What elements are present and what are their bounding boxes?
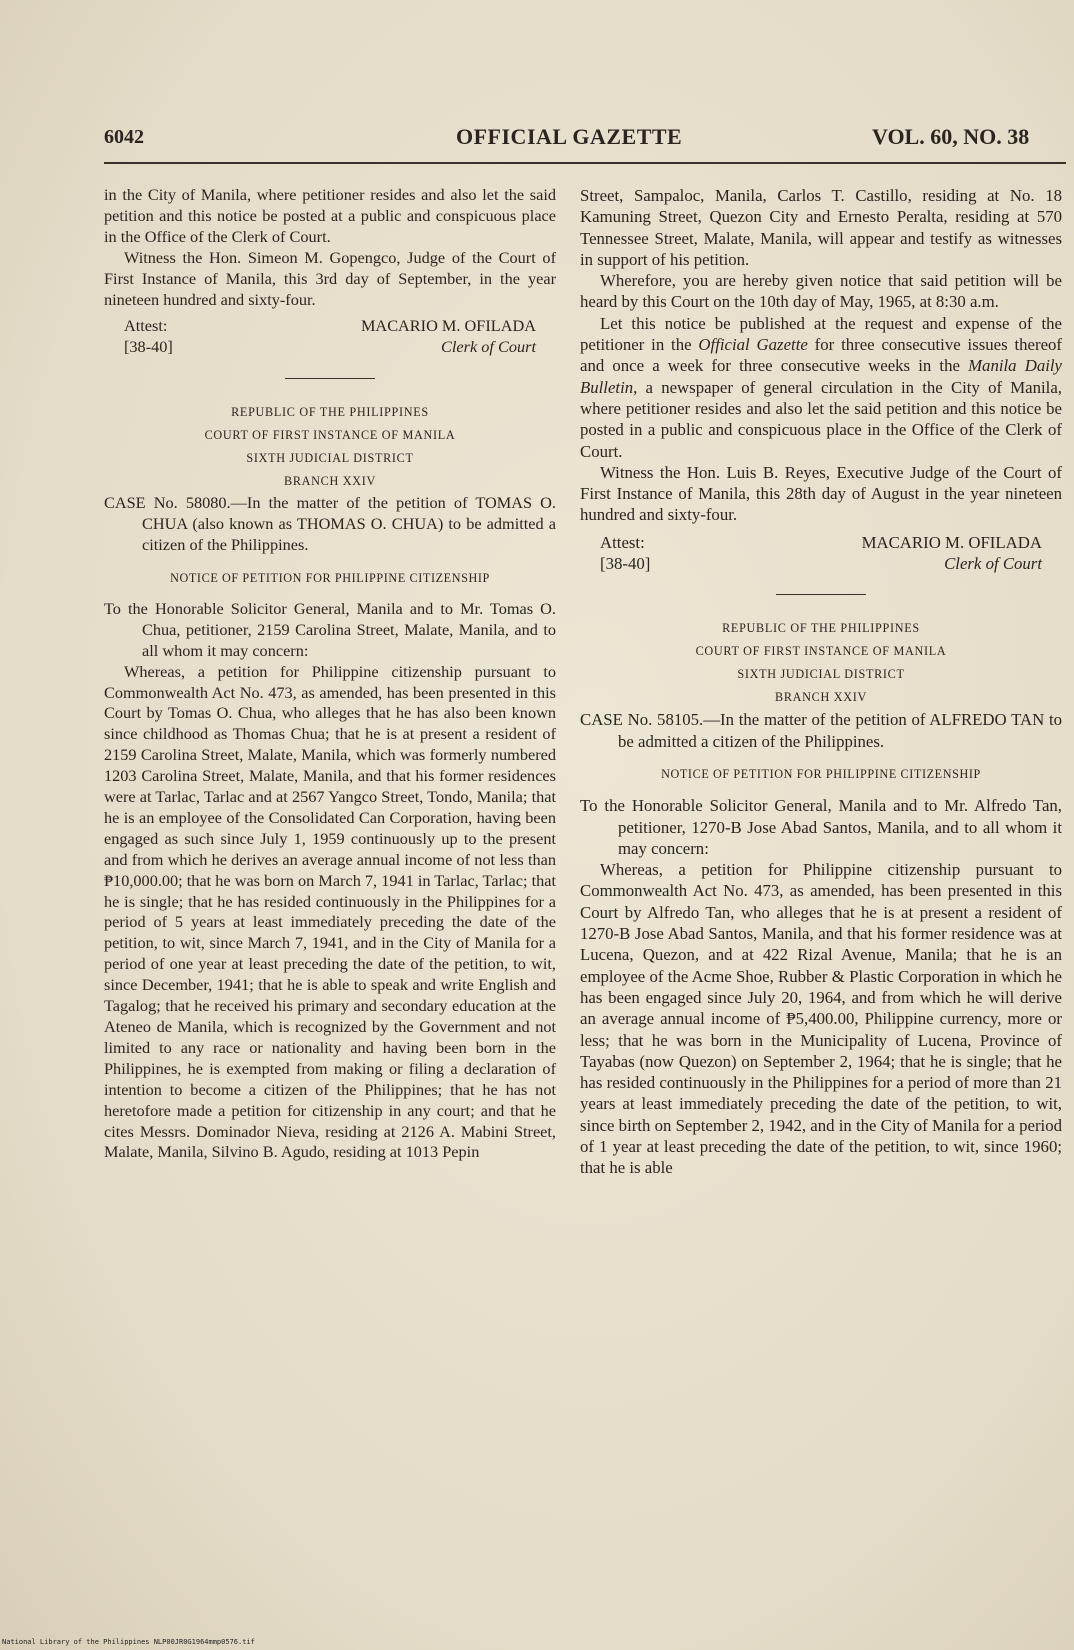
addressee-block: To the Honorable Solicitor General, Manila and to Mr. Alfredo Tan, petitioner, 1270-B Jose Abad Santos, Manila, and to all whom it may concern:	[580, 796, 1062, 858]
attest-block	[104, 316, 556, 358]
publication-paragraph: Let this notice be published at the request and expense of the petitioner in the Official Gazette for three consecutive issues thereof and once a week for three consecutive weeks in the Manila Daily Bulletin, a newspaper of general circulation in the City of Manila, where petitioner resides and also let the said petition and this notice be posted in a public and conspicuous place in the Office of the Clerk of Court.	[580, 313, 1062, 461]
page-header	[104, 120, 1066, 156]
notice-heading: NOTICE OF PETITION FOR PHILIPPINE CITIZENSHIP	[661, 766, 981, 781]
court-name: COURT OF FIRST INSTANCE OF MANILA	[695, 644, 947, 659]
court-name: COURT OF FIRST INSTANCE OF MANILA	[204, 428, 456, 443]
issue-reference: [38-40]	[600, 554, 651, 574]
court-republic: REPUBLIC OF THE PHILIPPINES	[231, 405, 429, 420]
court-district: SIXTH JUDICIAL DISTRICT	[737, 667, 905, 682]
bulletin-name: Manila Daily Bulletin	[580, 356, 1062, 397]
publication-title: OFFICIAL GAZETTE	[456, 124, 683, 149]
clerk-name: MACARIO M. OFILADA	[360, 316, 536, 336]
left-column	[104, 185, 556, 1163]
issue-reference: [38-40]	[124, 337, 173, 357]
case-title	[580, 709, 1062, 752]
carry-over-paragraph: Street, Sampaloc, Manila, Carlos T. Castillo, residing at No. 18 Kamuning Street, Quezon City and Ernesto Peralta, residing at 570 Tennessee Street, Malate, Manila, will appear and testify as witnesses in support of his petition.	[580, 186, 1062, 269]
court-republic: REPUBLIC OF THE PHILIPPINES	[722, 621, 920, 636]
court-heading	[580, 617, 1062, 709]
right-column	[580, 185, 1062, 1179]
attest-label: Attest:	[600, 532, 645, 552]
witness-paragraph: Witness the Hon. Luis B. Reyes, Executive Judge of the Court of First Instance of Manila, this 28th day of August in the year nineteen hundred and sixty-four.	[580, 462, 1062, 525]
attest-block	[580, 532, 1062, 575]
clerk-title: Clerk of Court	[441, 337, 536, 357]
case-title	[104, 493, 556, 556]
case-text: —In the matter of the petition of TOMAS O. CHUA (also known as THOMAS O. CHUA) to be admitted a citizen of the Philippines.	[142, 493, 556, 555]
case-label: CASE No. 58080.	[104, 493, 231, 513]
court-branch: BRANCH XXIV	[774, 690, 867, 705]
gazette-name: Official Gazette	[698, 335, 808, 355]
petition-body: Whereas, a petition for Philippine citizenship pursuant to Commonwealth Act No. 473, as amended, has been presented in this Court by Alfredo Tan, who alleges that he is at present a resident of 1270-B Jose Abad Santos, Manila, and that his former residence was at Lucena, Quezon, and at 422 Rizal Avenue, Manila; that he is an employee of the Acme Shoe, Rubber & Plastic Corporation in which he has been engaged since July 20, 1964, and from which he will derive an average annual income of ₱5,400.00, Philippine currency, more or less; that he was born in the Municipality of Lucena, Province of Tayabas (now Quezon) on September 2, 1964; that he is single; that he has resided continuously in the Philippines for a period of more than 21 years at least immediately preceding the date of the petition, to wit, since birth on September 2, 1942, and in the City of Manila for a period of 1 year at least preceding the date of the petition, to wit, since 1960; that he is able	[580, 860, 1062, 1178]
wherefore-paragraph: Wherefore, you are hereby given notice that said petition will be heard by this Court on the 10th day of May, 1965, at 8:30 a.m.	[580, 271, 1062, 312]
volume-number: VOL. 60, NO. 38	[872, 124, 1030, 149]
attest-label: Attest:	[124, 316, 168, 336]
addressee-block: To the Honorable Solicitor General, Manila and to Mr. Tomas O. Chua, petitioner, 2159 Carolina Street, Malate, Manila, and to all whom it may concern:	[104, 598, 556, 660]
court-branch: BRANCH XXIV	[283, 474, 376, 489]
witness-paragraph: Witness the Hon. Simeon M. Gopengco, Judge of the Court of First Instance of Manila, this 3rd day of September, in the year nineteen hundred and sixty-four.	[104, 247, 556, 309]
clerk-name: MACARIO M. OFILADA	[861, 532, 1042, 552]
header-rule	[104, 162, 1066, 164]
clerk-title: Clerk of Court	[944, 554, 1042, 574]
section-divider	[776, 594, 866, 595]
scan-source-footer: National Library of the Philippines NLP00JR0G1964mmp0576.tif	[2, 1638, 255, 1646]
carry-over-paragraph: in the City of Manila, where petitioner resides and also let the said petition and this notice be posted at a public and conspicuous place in the Office of the Clerk of Court.	[104, 185, 556, 246]
court-heading	[104, 401, 556, 493]
section-divider	[285, 378, 375, 379]
court-district: SIXTH JUDICIAL DISTRICT	[246, 451, 414, 466]
case-text: —In the matter of the petition of ALFREDO TAN to be admitted a citizen of the Philippines.	[618, 710, 1063, 751]
case-label: CASE No. 58105.	[580, 710, 704, 730]
petition-body: Whereas, a petition for Philippine citizenship pursuant to Commonwealth Act No. 473, as amended, has been presented in this Court by Tomas O. Chua, who alleges that he has also been known since childhood as Thomas Chua; that he is at present a resident of 2159 Carolina Street, Malate, Manila, which was formerly numbered 1203 Carolina Street, Malate, Manila, and that his former residences were at Tarlac, Tarlac and at 2567 Yangco Street, Tondo, Manila; that he is an employee of the Consolidated Can Corporation, having been engaged as such since July 1, 1959 continuously up to the present and from which he derives an average annual income of not less than ₱10,000.00; that he was born on March 7, 1941 in Tarlac, Tarlac; that he is single; that he has resided continuously in the Philippines for a period of 5 years at least immediately preceding the date of the petition, to wit, since March 7, 1941, and in the City of Manila for a period of one year at least preceding the date of the petition, to wit, since December, 1941; that he is able to speak and write English and Tagalog; that he received his primary and secondary education at the Ateneo de Manila, which is recognized by the Government and not limited to any race or nationality and having been born in the Philippines, he is exempted from making or filing a declaration of intention to become a citizen of the Philippines; that he has not heretofore made a petition for citizenship in any court; and that he cites Messrs. Dominador Nieva, residing at 2126 A. Mabini Street, Malate, Manila, Silvino B. Agudo, residing at 1013 Pepin	[104, 661, 556, 1162]
page-number: 6042	[104, 126, 144, 148]
notice-heading: NOTICE OF PETITION FOR PHILIPPINE CITIZENSHIP	[170, 570, 490, 585]
